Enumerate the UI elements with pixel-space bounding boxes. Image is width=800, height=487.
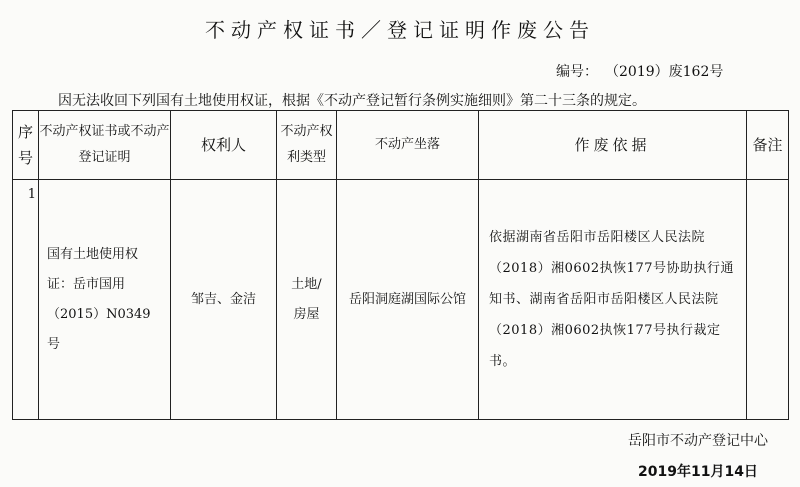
document-number bbox=[556, 61, 723, 81]
header-seq: 序号 bbox=[13, 111, 39, 180]
header-certificate: 不动产权证书或不动产登记证明 bbox=[39, 111, 171, 180]
table-row bbox=[13, 180, 789, 420]
void-notice-table bbox=[12, 110, 789, 420]
intro-text: 因无法收回下列国有土地使用权证，根据《不动产登记暂行条例实施细则》第二十三条的规定。 bbox=[58, 93, 646, 109]
page-title: 不动产权证书／登记证明作废公告 bbox=[205, 18, 595, 42]
header-owner: 权利人 bbox=[171, 111, 277, 180]
issue-date: 2019年11月14日 bbox=[638, 464, 758, 480]
document-number-value: （2019）废162号 bbox=[612, 64, 724, 80]
cell-certificate: 国有土地使用权证：岳市国用（2015）N0349号 bbox=[39, 180, 171, 420]
header-note: 备注 bbox=[747, 111, 789, 180]
document-number-label: 编号： bbox=[556, 64, 598, 80]
cell-location: 岳阳洞庭湖国际公馆 bbox=[337, 180, 479, 420]
cell-basis: 依据湖南省岳阳市岳阳楼区人民法院（2018）湘0602执恢177号协助执行通知书、湖南省岳阳市岳阳楼区人民法院（2018）湘0602执恢177号执行裁定书。 bbox=[479, 180, 747, 420]
cell-right-type: 土地/房屋 bbox=[277, 180, 337, 420]
cell-owner: 邹吉、金洁 bbox=[171, 180, 277, 420]
issuing-organization: 岳阳市不动产登记中心 bbox=[628, 433, 768, 449]
header-basis: 作废依据 bbox=[479, 111, 747, 180]
cell-seq: 1 bbox=[13, 180, 39, 420]
cell-note bbox=[747, 180, 789, 420]
header-location: 不动产坐落 bbox=[337, 111, 479, 180]
table-header-row bbox=[13, 111, 789, 180]
header-right-type: 不动产权利类型 bbox=[277, 111, 337, 180]
